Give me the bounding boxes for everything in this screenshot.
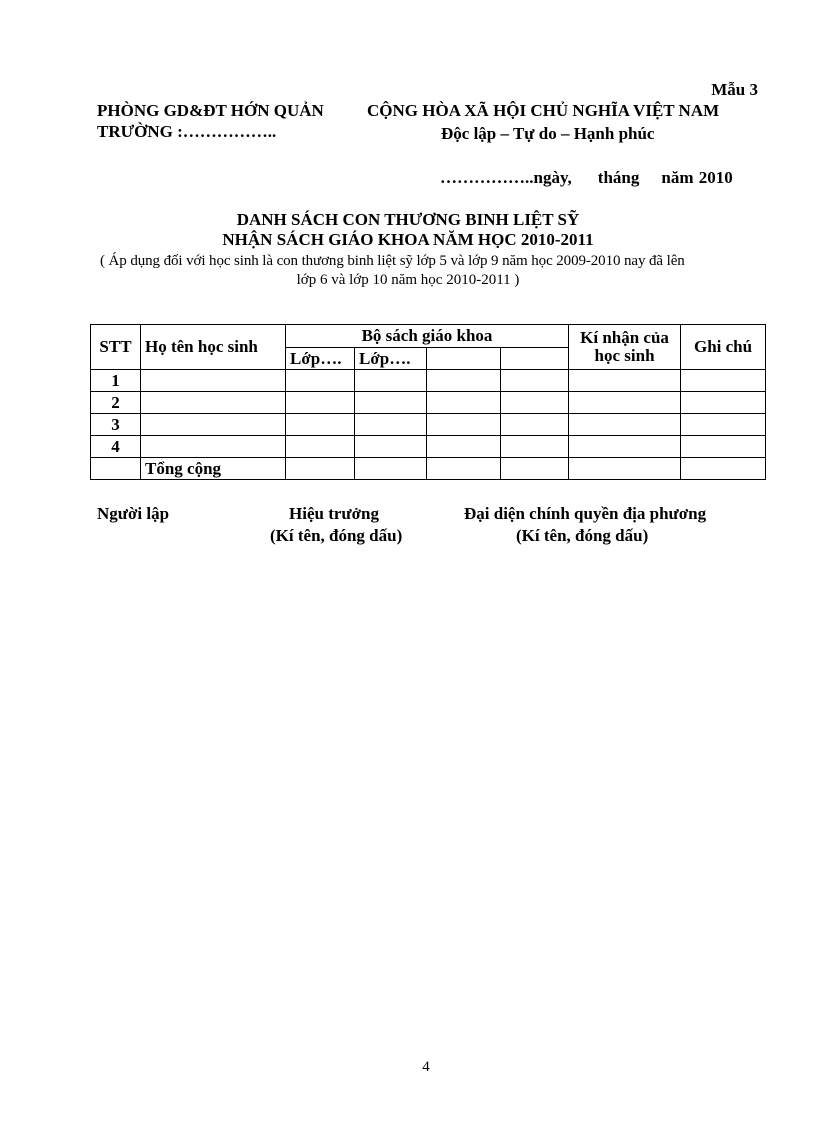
row-index: 3 <box>91 414 141 436</box>
preparer-label: Người lập <box>97 504 170 523</box>
local-government-label: Đại diện chính quyền địa phương <box>464 504 707 523</box>
table-row <box>91 436 766 458</box>
table-header-row <box>91 325 766 348</box>
principal-sign-note: (Kí tên, đóng dấu) <box>270 526 403 545</box>
document-subtitle: NHẬN SÁCH GIÁO KHOA NĂM HỌC 2010-2011 <box>222 230 594 249</box>
row-index: 2 <box>91 392 141 414</box>
header-grade-1: Lớp…. <box>286 348 355 370</box>
header-notes: Ghi chú <box>681 325 766 370</box>
date-year: năm 2010 <box>661 168 733 187</box>
date-line <box>440 168 733 188</box>
header-textbooks: Bộ sách giáo khoa <box>286 325 569 348</box>
date-month: tháng <box>597 168 640 187</box>
header-student-signature: Kí nhận của học sinh <box>569 325 681 370</box>
issuer-block <box>97 101 324 142</box>
table-row <box>91 414 766 436</box>
table-row <box>91 392 766 414</box>
header-grade-4 <box>501 348 569 370</box>
country-name: CỘNG HÒA XÃ HỘI CHỦ NGHĨA VIỆT NAM <box>367 101 720 120</box>
row-index: 4 <box>91 436 141 458</box>
total-label: Tổng cộng <box>141 458 286 480</box>
header-stt: STT <box>91 325 141 370</box>
scope-note-line1: ( Áp dụng đối với học sinh là con thương binh liệt sỹ lớp 5 và lớp 9 năm học 2009-2010 nay đã lên <box>100 253 685 269</box>
header-grade-2: Lớp…. <box>355 348 427 370</box>
local-government-sign-note: (Kí tên, đóng dấu) <box>516 526 649 545</box>
scope-note-line2: lớp 6 và lớp 10 năm học 2010-2011 ) <box>296 272 520 288</box>
national-motto: Độc lập – Tự do – Hạnh phúc <box>441 124 655 143</box>
document-title: DANH SÁCH CON THƯƠNG BINH LIỆT SỸ <box>236 210 580 229</box>
header-grade-3 <box>427 348 501 370</box>
header-student-name: Họ tên học sinh <box>141 325 286 370</box>
principal-label: Hiệu trưởng <box>289 504 379 523</box>
date-day: ……………..ngày, <box>440 168 572 187</box>
textbook-table <box>90 324 766 480</box>
table-total-row <box>91 458 766 480</box>
row-index: 1 <box>91 370 141 392</box>
department-name: PHÒNG GD&ĐT HỚN QUẢN <box>97 101 324 120</box>
school-name: TRƯỜNG :…………….. <box>97 121 277 141</box>
page-number: 4 <box>422 1059 430 1075</box>
table-row <box>91 370 766 392</box>
form-code: Mẫu 3 <box>711 80 758 99</box>
